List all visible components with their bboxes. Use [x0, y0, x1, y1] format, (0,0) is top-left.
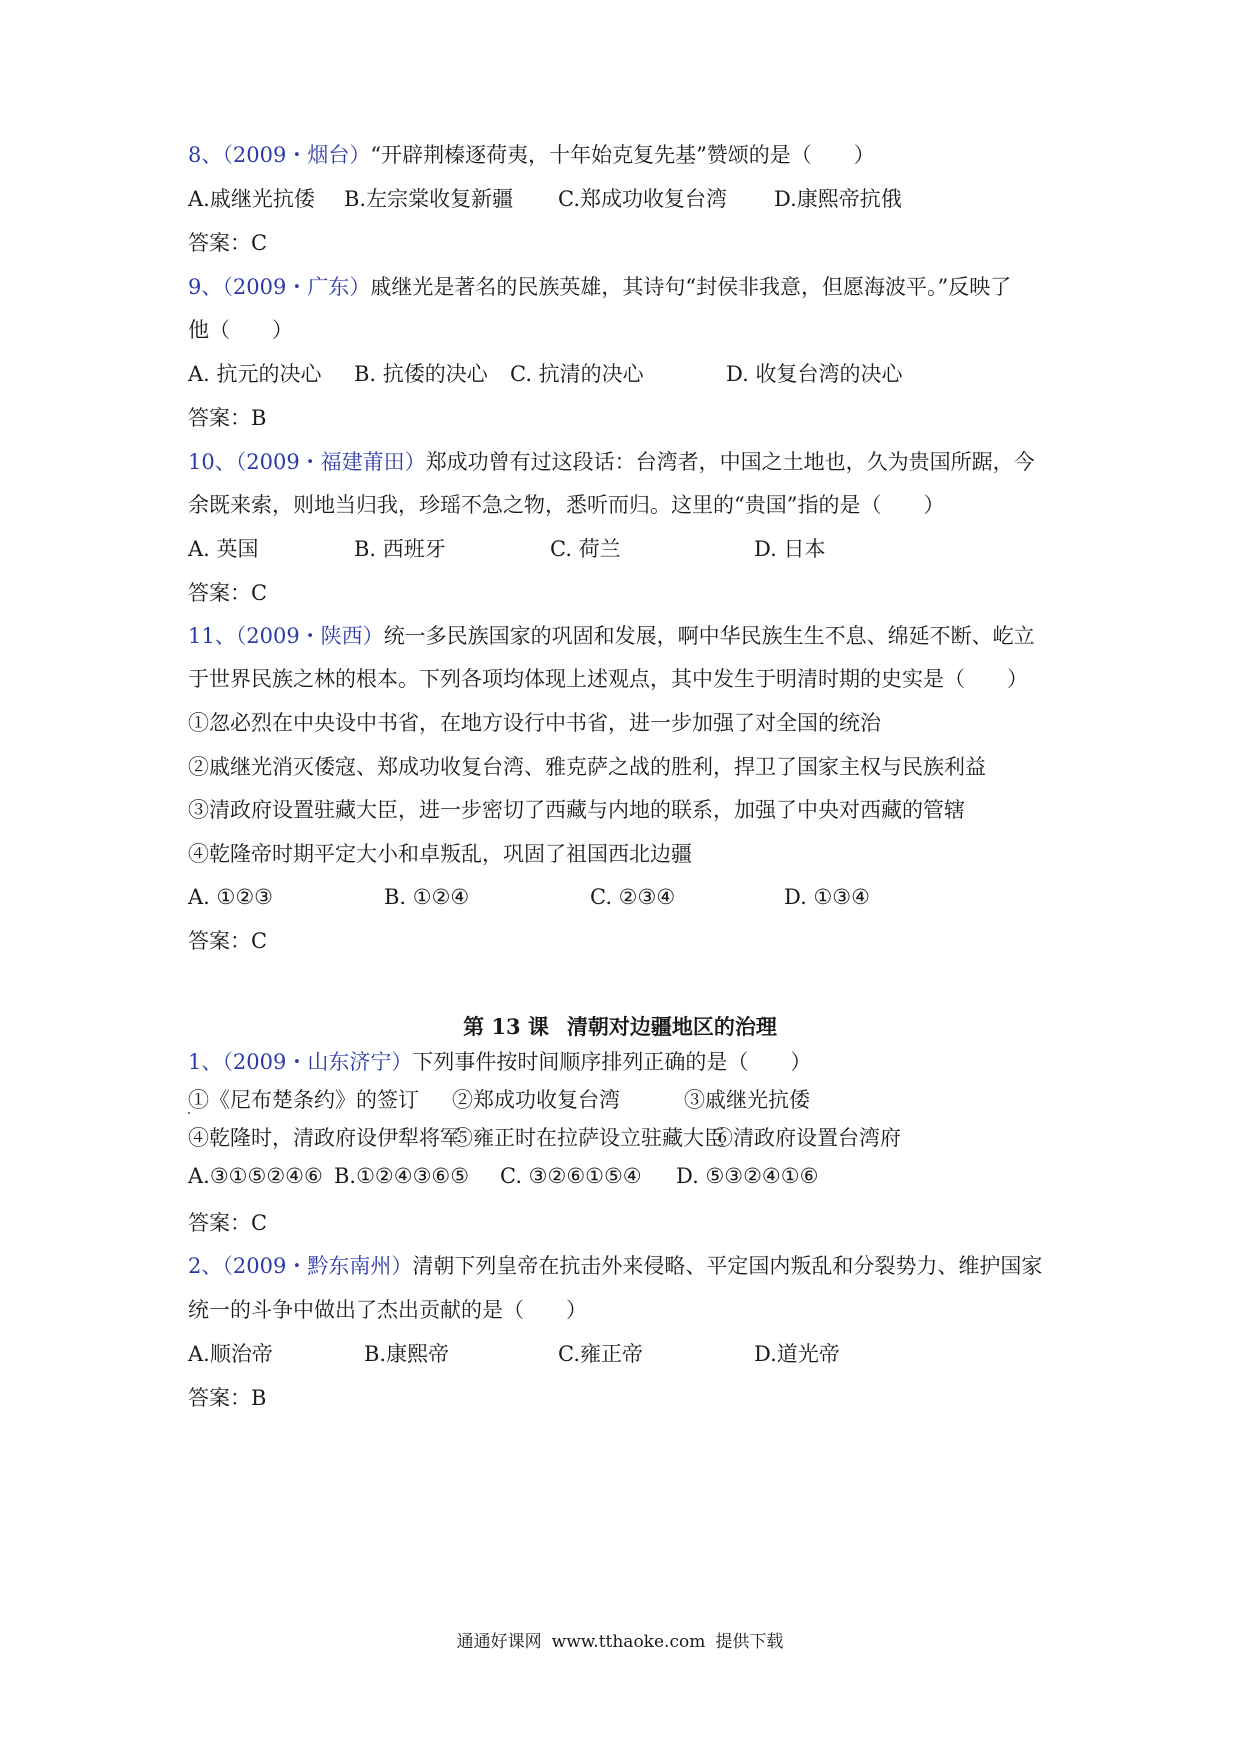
question-9-stem-cont: 他（ ） [188, 318, 293, 342]
lesson-number: 第 13 课 [463, 1014, 549, 1039]
option-d: D.道光帝 [754, 1342, 840, 1366]
footer-suffix: 提供下载 [715, 1632, 784, 1652]
question-number: 9、 [188, 275, 223, 299]
option-b: B.左宗棠收复新疆 [344, 187, 514, 211]
question-text: 郑成功曾有过这段话：台湾者，中国之土地也，久为贵国所踞，今 [425, 450, 1035, 474]
question-source: （2009・山东济宁） [222, 1050, 413, 1074]
lesson-question-1-stem [188, 1048, 1068, 1076]
question-number: 1、 [188, 1050, 223, 1074]
option-a: A. 英国 [188, 537, 259, 561]
option-d: D. ①③④ [784, 885, 870, 909]
question-number: 11、 [188, 624, 236, 648]
lesson-question-1-answer: 答案：C [188, 1211, 268, 1235]
lesson-question-2-stem-cont: 统一的斗争中做出了杰出贡献的是（ ） [188, 1298, 587, 1322]
event-item: ⑥清政府设置台湾府 [712, 1126, 901, 1150]
question-11-stem [188, 622, 1068, 650]
option-c: C.郑成功收复台湾 [558, 187, 727, 211]
lesson-question-2-answer: 答案：B [188, 1386, 267, 1410]
question-10-answer: 答案：C [188, 581, 268, 605]
option-b: B.康熙帝 [364, 1342, 450, 1366]
footer-url: www.tthaoke.com [551, 1632, 706, 1652]
statement-item: ①忽必烈在中央设中书省，在地方设行中书省，进一步加强了对全国的统治 [188, 711, 881, 735]
question-10-stem [188, 448, 1068, 476]
event-item: ③戚继光抗倭 [684, 1088, 810, 1112]
question-text: 清朝下列皇帝在抗击外来侵略、平定国内叛乱和分裂势力、维护国家 [412, 1254, 1043, 1278]
event-item: ①《尼布楚条约》的签订 [188, 1088, 419, 1112]
option-a: A.顺治帝 [188, 1342, 273, 1366]
event-item: ②郑成功收复台湾 [452, 1088, 620, 1112]
statement-item: ③清政府设置驻藏大臣，进一步密切了西藏与内地的联系，加强了中央对西藏的管辖 [188, 798, 965, 822]
question-10-stem-cont: 余既来索，则地当归我，珍瑶不急之物，悉听而归。这里的“贵国”指的是（ ） [188, 493, 945, 517]
question-text: “开辟荆榛逐荷夷，十年始克复先基”赞颂的是（ ） [370, 143, 875, 167]
option-d: D.康熙帝抗俄 [774, 187, 902, 211]
question-11-answer: 答案：C [188, 929, 268, 953]
question-9-stem [188, 273, 1068, 301]
question-text: 统一多民族国家的巩固和发展，啊中华民族生生不息、绵延不断、屹立 [383, 624, 1035, 648]
option-d: D. 日本 [754, 537, 826, 561]
option-a: A. 抗元的决心 [188, 362, 322, 386]
event-item: ⑤雍正时在拉萨设立驻藏大臣 [452, 1126, 725, 1150]
option-c: C. ②③④ [590, 885, 676, 909]
question-number: 2、 [188, 1254, 223, 1278]
statement-item: ④乾隆帝时期平定大小和卓叛乱，巩固了祖国西北边疆 [188, 842, 692, 866]
footer-site-name: 通通好课网 [456, 1632, 542, 1652]
question-9-answer: 答案：B [188, 406, 267, 430]
question-source: （2009・福建莆田） [235, 450, 426, 474]
option-a: A. ①②③ [188, 885, 273, 909]
question-8-answer: 答案：C [188, 231, 268, 255]
question-11-stem-cont: 于世界民族之林的根本。下列各项均体现上述观点，其中发生于明清时期的史实是（ ） [188, 667, 1028, 691]
option-a: A.③①⑤②④⑥ [188, 1164, 323, 1188]
option-b: B. ①②④ [384, 885, 470, 909]
question-source: （2009・黔东南州） [222, 1254, 413, 1278]
option-c: C.雍正帝 [558, 1342, 643, 1366]
option-b: B.①②④③⑥⑤ [334, 1164, 470, 1188]
question-source: （2009・烟台） [222, 143, 371, 167]
question-number: 10、 [188, 450, 236, 474]
option-b: B. 抗倭的决心 [354, 362, 488, 386]
event-item: ④乾隆时，清政府设伊犁将军 [188, 1126, 461, 1150]
option-b: B. 西班牙 [354, 537, 446, 561]
question-text: 下列事件按时间顺序排列正确的是（ ） [412, 1050, 812, 1074]
option-c: C. ③②⑥①⑤④ [500, 1164, 642, 1188]
question-source: （2009・广东） [222, 275, 371, 299]
option-d: D. 收复台湾的决心 [726, 362, 903, 386]
lesson-question-2-stem [188, 1252, 1068, 1280]
page-footer [0, 1630, 1240, 1654]
question-source: （2009・陕西） [235, 624, 384, 648]
option-c: C. 抗清的决心 [510, 362, 644, 386]
option-d: D. ⑤③②④①⑥ [676, 1164, 819, 1188]
question-8-stem [188, 141, 1068, 169]
option-a: A.戚继光抗倭 [188, 187, 315, 211]
question-number: 8、 [188, 143, 223, 167]
statement-item: ②戚继光消灭倭寇、郑成功收复台湾、雅克萨之战的胜利，捍卫了国家主权与民族利益 [188, 755, 986, 779]
lesson-heading [0, 1013, 1240, 1041]
option-c: C. 荷兰 [550, 537, 621, 561]
question-text: 戚继光是著名的民族英雄，其诗句“封侯非我意，但愿海波平。”反映了 [370, 275, 1012, 299]
lesson-title: 清朝对边疆地区的治理 [566, 1014, 777, 1039]
